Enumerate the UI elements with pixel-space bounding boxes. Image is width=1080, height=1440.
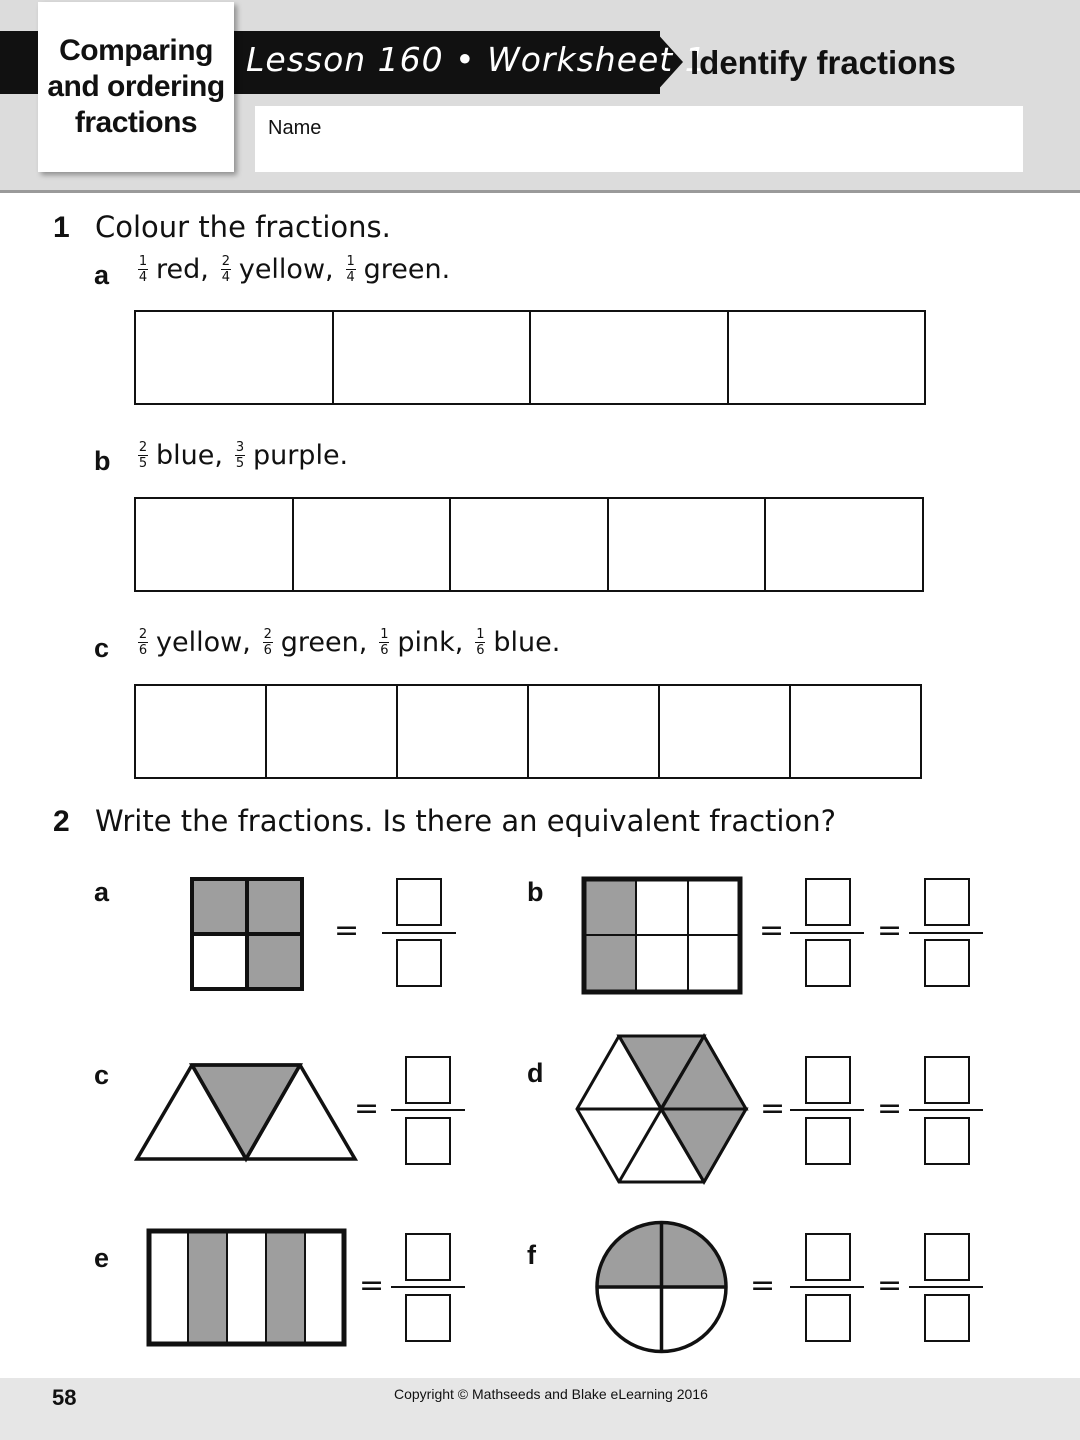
q1a-label: a [94,260,110,290]
copyright-text: Copyright © Mathseeds and Blake eLearning 2016 [394,1386,708,1402]
q2a-label: a [94,877,110,907]
fraction-bar [909,1286,983,1288]
fraction: $\frac{2}{6}$ [138,626,148,659]
numerator-box[interactable] [924,1233,970,1281]
denominator-box[interactable] [805,1117,851,1165]
shape-b-rectangle [584,879,740,992]
numerator-box[interactable] [805,1233,851,1281]
page-number: 58 [52,1385,77,1410]
numerator-box[interactable] [805,1056,851,1104]
equals-sign: = [354,1091,380,1126]
worksheet-title: Identify fractions [690,44,956,81]
denominator-box[interactable] [405,1294,451,1342]
numerator-box[interactable] [405,1233,451,1281]
q2c-label: c [94,1060,110,1090]
shape-f-circle [597,1222,726,1351]
fraction-bar [909,1109,983,1111]
fraction: $\frac{2}{4}$ [221,253,230,286]
colour-word: green, [280,627,368,658]
numerator-box[interactable] [924,1056,970,1104]
shape-c-trapezium [137,1065,355,1159]
equals-sign: = [877,1091,903,1126]
denominator-box[interactable] [805,939,851,987]
q1b-label: b [94,446,111,476]
fraction-bar [790,1286,864,1288]
denominator-box[interactable] [924,939,970,987]
colour-word: yellow, [156,627,251,658]
denominator-box[interactable] [805,1294,851,1342]
numerator-box[interactable] [396,878,442,926]
q2d-label: d [527,1058,544,1088]
question-2-prompt: Write the fractions. Is there an equivalent fraction? [95,804,837,838]
equals-sign: = [334,913,360,948]
colour-word: green. [363,254,451,285]
colour-word: purple. [252,440,349,471]
equals-sign: = [877,913,903,948]
colour-word: pink, [397,627,464,658]
numerator-box[interactable] [405,1056,451,1104]
numerator-box[interactable] [805,878,851,926]
fraction: $\frac{3}{5}$ [235,439,245,472]
name-label: Name [268,117,322,139]
equals-sign: = [877,1268,903,1303]
q2b-label: b [527,877,544,907]
q2f-label: f [527,1240,536,1270]
fraction-bar [382,932,456,934]
fraction: $\frac{2}{6}$ [263,626,272,659]
fraction-bar [391,1109,465,1111]
numerator-box[interactable] [924,878,970,926]
equals-sign: = [759,913,785,948]
fraction-bar [790,932,864,934]
denominator-box[interactable] [924,1294,970,1342]
denominator-box[interactable] [924,1117,970,1165]
shape-d-hexagon [577,1036,746,1182]
colour-word: blue. [493,627,561,658]
q1c-label: c [94,633,110,663]
fraction: $\frac{2}{5}$ [138,439,148,472]
question-2-number: 2 [53,805,70,838]
shape-a-square [192,879,302,989]
fraction-bar [790,1109,864,1111]
colour-word: yellow, [238,254,334,285]
question-1-number: 1 [53,211,70,244]
fraction: $\frac{1}{4}$ [138,253,148,286]
shape-e-strips [149,1231,344,1344]
fraction: $\frac{1}{6}$ [380,626,389,659]
equals-sign: = [760,1091,786,1126]
fraction: $\frac{1}{6}$ [476,626,485,659]
denominator-box[interactable] [405,1117,451,1165]
fraction-bar [391,1286,465,1288]
equals-sign: = [750,1268,776,1303]
denominator-box[interactable] [396,939,442,987]
lesson-title: Lesson 160 • Worksheet 1 [246,40,707,79]
colour-word: blue, [156,440,223,471]
fraction-bar [909,932,983,934]
question-1-prompt: Colour the fractions. [95,210,391,244]
equals-sign: = [359,1268,385,1303]
q2e-label: e [94,1243,110,1273]
colour-word: red, [156,254,209,285]
fraction: $\frac{1}{4}$ [346,253,355,286]
topic-title: Comparing and ordering fractions [47,34,225,139]
